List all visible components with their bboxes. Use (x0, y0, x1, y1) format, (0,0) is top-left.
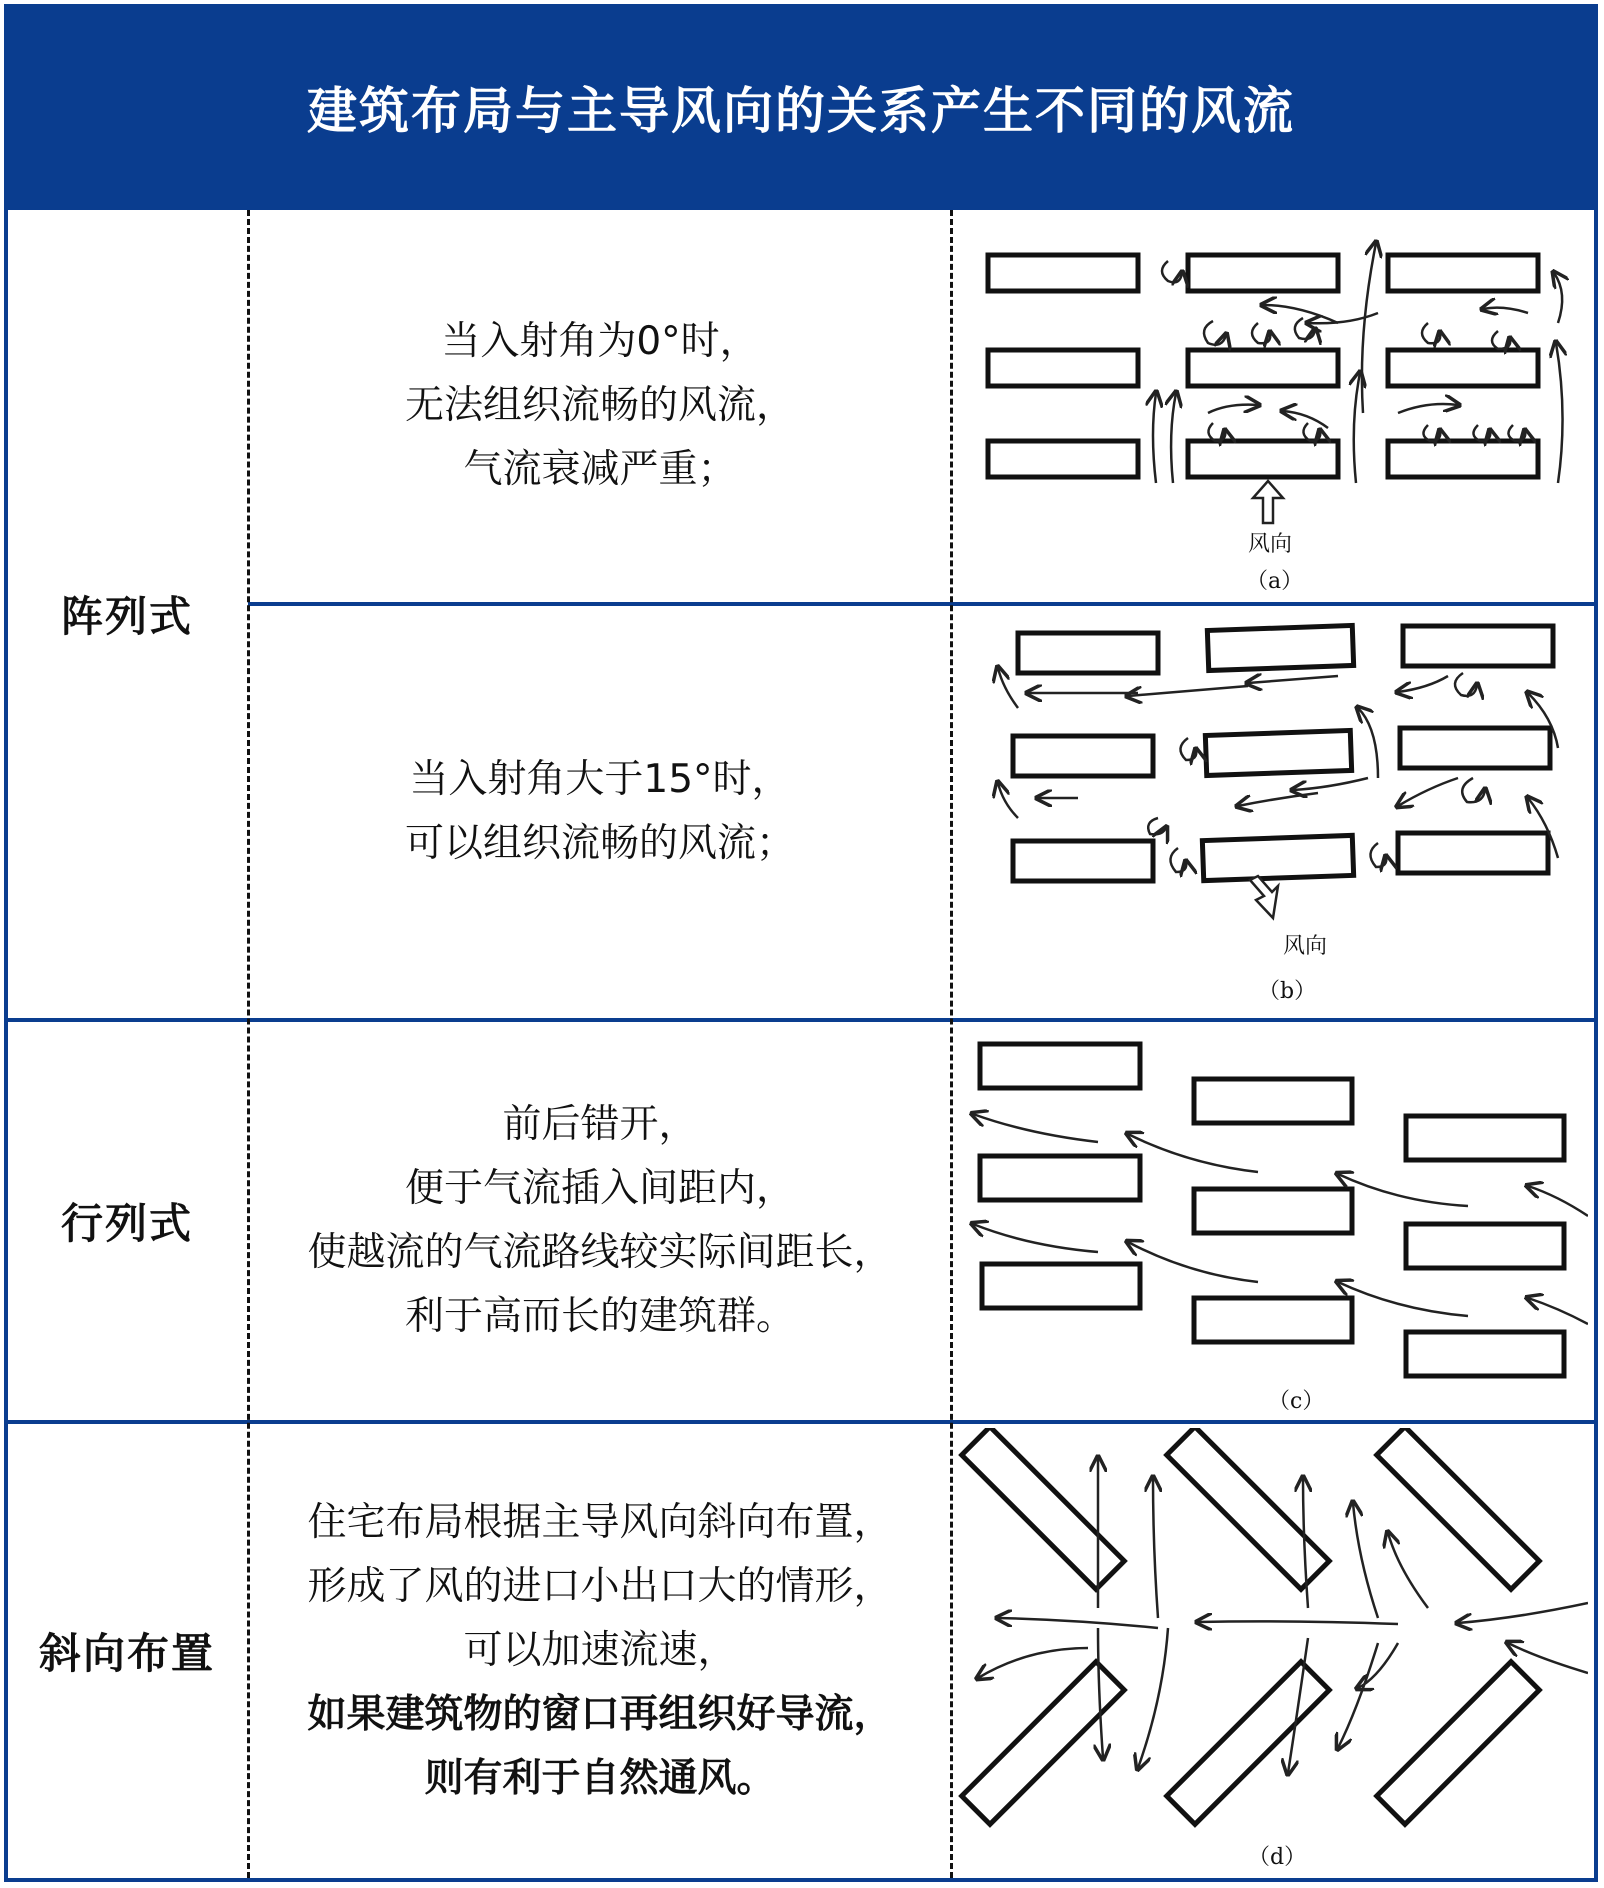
building (1388, 255, 1538, 291)
building (1194, 1189, 1352, 1233)
building (1207, 625, 1353, 670)
desc-line: 当入射角大于15°时， (409, 757, 791, 802)
building (1194, 1079, 1352, 1123)
building (962, 1428, 1125, 1589)
figure-d (958, 1428, 1588, 1876)
building (988, 441, 1138, 477)
wind-label: 风向 (1248, 532, 1293, 557)
desc-line: 无法组织流畅的风流， (404, 383, 795, 428)
figure-label: （d） (1248, 1845, 1307, 1870)
figure-c (958, 1024, 1588, 1416)
desc-line: 利于高而长的建筑群。 (404, 1294, 795, 1339)
column-divider (247, 210, 250, 1878)
building (1406, 1116, 1564, 1160)
building (988, 255, 1138, 291)
building (1205, 730, 1351, 775)
category-array: 阵列式 (60, 592, 193, 641)
building (1167, 1662, 1330, 1825)
figure-label: （a） (1246, 569, 1304, 594)
table-frame (4, 4, 1598, 1882)
column-divider (950, 210, 953, 1878)
building (1398, 833, 1548, 873)
building (980, 1044, 1140, 1088)
desc-line: 前后错开， (502, 1102, 698, 1147)
building (1202, 835, 1353, 880)
description-row (252, 1022, 948, 1420)
building (1403, 626, 1553, 666)
building (1194, 1298, 1352, 1342)
building (1388, 441, 1538, 477)
wind-label: 风向 (1283, 934, 1328, 959)
desc-line: 使越流的气流路线较实际间距长， (307, 1230, 893, 1275)
desc-line-bold: 则有利于自然通风。 (424, 1756, 776, 1801)
desc-line: 可以加速流速， (463, 1628, 737, 1673)
description-array-a (252, 210, 948, 602)
figure-b (958, 608, 1588, 1013)
building (1400, 728, 1550, 768)
desc-line: 当入射角为0°时， (441, 319, 759, 364)
building (1188, 255, 1338, 291)
building (1018, 633, 1158, 673)
category-diagonal: 斜向布置 (38, 1629, 215, 1678)
building (980, 1156, 1140, 1200)
building (1188, 441, 1338, 477)
building (982, 1264, 1140, 1308)
desc-line: 便于气流插入间距内， (404, 1166, 795, 1211)
building (1406, 1224, 1564, 1268)
building (1013, 841, 1153, 881)
desc-line: 住宅布局根据主导风向斜向布置， (307, 1500, 893, 1545)
figure-label: （b） (1258, 979, 1317, 1004)
description-diagonal (252, 1424, 948, 1878)
desc-line-bold: 如果建筑物的窗口再组织好导流， (307, 1692, 893, 1737)
figure-label: （c） (1268, 1389, 1325, 1414)
building (988, 350, 1138, 386)
desc-line: 形成了风的进口小出口大的情形， (307, 1564, 893, 1609)
building (1377, 1662, 1540, 1825)
building (1388, 350, 1538, 386)
desc-line: 气流衰减严重； (463, 447, 737, 492)
wind-direction-arrow (1253, 481, 1283, 523)
building (1406, 1332, 1564, 1376)
wind-direction-arrow (1250, 876, 1278, 918)
category-row: 行列式 (60, 1199, 193, 1248)
page-title: 建筑布局与主导风向的关系产生不同的风流 (8, 8, 1594, 206)
figure-a (958, 213, 1588, 598)
building (1013, 736, 1153, 776)
building (1188, 350, 1338, 386)
description-array-b (252, 606, 948, 1018)
desc-line: 可以组织流畅的风流； (404, 821, 795, 866)
